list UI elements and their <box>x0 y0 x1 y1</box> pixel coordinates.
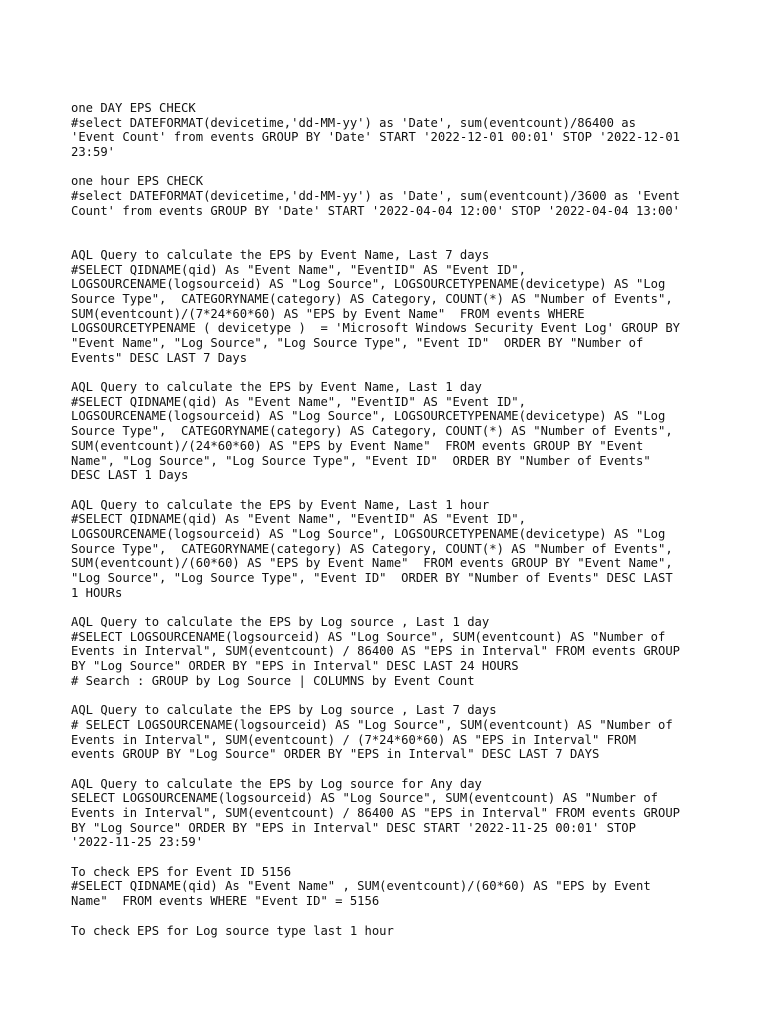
query-line: Source Type", CATEGORYNAME(category) AS Category, COUNT(*) AS "Number of Events", <box>71 541 673 556</box>
query-line: events GROUP BY "Log Source" ORDER BY "EPS in Interval" DESC LAST 7 DAYS <box>71 747 600 762</box>
block-heading: one hour EPS CHECK <box>71 174 204 189</box>
query-line: #select DATEFORMAT(devicetime,'dd-MM-yy') as 'Date', sum(eventcount)/3600 as 'Event <box>71 189 681 204</box>
query-line: SUM(eventcount)/(7*24*60*60) AS "EPS by Event Name" FROM events WHERE <box>71 306 585 321</box>
query-line: DESC LAST 1 Days <box>71 468 189 483</box>
query-line: "Event Name", "Log Source", "Log Source Type", "Event ID" ORDER BY "Number of <box>71 336 644 351</box>
query-line: Events in Interval", SUM(eventcount) / (7*24*60*60) AS "EPS in Interval" FROM <box>71 732 636 747</box>
query-line: BY "Log Source" ORDER BY "EPS in Interval" DESC START '2022-11-25 00:01' STOP <box>71 820 636 835</box>
query-line: LOGSOURCETYPENAME ( devicetype ) = 'Microsoft Windows Security Event Log' GROUP BY <box>71 321 681 336</box>
query-line: LOGSOURCENAME(logsourceid) AS "Log Source", LOGSOURCETYPENAME(devicetype) AS "Log <box>71 526 666 541</box>
block-heading: one DAY EPS CHECK <box>71 101 196 115</box>
query-line: #SELECT QIDNAME(qid) As "Event Name", "EventID" AS "Event ID", <box>71 512 526 527</box>
query-block-one-hour-eps <box>71 174 711 218</box>
query-line: # Search : GROUP by Log Source | COLUMNS by Event Count <box>71 673 475 688</box>
query-line: 23:59' <box>71 145 116 160</box>
query-line: #select DATEFORMAT(devicetime,'dd-MM-yy') as 'Date', sum(eventcount)/86400 as <box>71 115 636 130</box>
query-line: Source Type", CATEGORYNAME(category) AS Category, COUNT(*) AS "Number of Events", <box>71 291 673 306</box>
block-heading: AQL Query to calculate the EPS by Log source , Last 1 day <box>71 615 490 630</box>
block-heading: AQL Query to calculate the EPS by Event Name, Last 1 day <box>71 380 482 395</box>
query-line: # SELECT LOGSOURCENAME(logsourceid) AS "Log Source", SUM(eventcount) AS "Number of <box>71 717 673 732</box>
query-line: Name" FROM events WHERE "Event ID" = 5156 <box>71 894 380 909</box>
query-line: #SELECT QIDNAME(qid) As "Event Name", "EventID" AS "Event ID", <box>71 262 526 277</box>
query-line: SUM(eventcount)/(60*60) AS "EPS by Event Name" FROM events GROUP BY "Event Name", <box>71 556 673 571</box>
query-block-event-id-5156 <box>71 865 711 909</box>
block-heading: AQL Query to calculate the EPS by Log source for Any day <box>71 776 482 791</box>
query-block-log-source-any-day <box>71 777 711 850</box>
query-block-one-day-eps <box>71 101 711 160</box>
query-block-event-name-1-day <box>71 380 711 483</box>
query-line: Events" DESC LAST 7 Days <box>71 350 248 365</box>
block-heading: AQL Query to calculate the EPS by Event Name, Last 1 hour <box>71 497 490 512</box>
query-line: SELECT LOGSOURCENAME(logsourceid) AS "Log Source", SUM(eventcount) AS "Number of <box>71 791 658 806</box>
query-line: 1 HOURs <box>71 585 123 600</box>
block-heading: To check EPS for Log source type last 1 hour <box>71 923 394 938</box>
query-line: BY "Log Source" ORDER BY "EPS in Interval" DESC LAST 24 HOURS <box>71 659 519 674</box>
query-block-event-name-7-days <box>71 248 711 366</box>
query-line: 'Event Count' from events GROUP BY 'Date' START '2022-12-01 00:01' STOP '2022-12-01 <box>71 130 681 145</box>
query-line: "Log Source", "Log Source Type", "Event ID" ORDER BY "Number of Events" DESC LAST <box>71 571 673 586</box>
query-line: LOGSOURCENAME(logsourceid) AS "Log Source", LOGSOURCETYPENAME(devicetype) AS "Log <box>71 409 666 424</box>
query-block-event-name-1-hour <box>71 498 711 601</box>
query-block-log-source-1-day <box>71 615 711 688</box>
block-heading: AQL Query to calculate the EPS by Log source , Last 7 days <box>71 703 497 718</box>
query-line: SUM(eventcount)/(24*60*60) AS "EPS by Event Name" FROM events GROUP BY "Event <box>71 438 644 453</box>
query-line: '2022-11-25 23:59' <box>71 835 204 850</box>
query-line: Events in Interval", SUM(eventcount) / 86400 AS "EPS in Interval" FROM events GROUP <box>71 644 681 659</box>
document-page <box>71 101 711 953</box>
query-line: Events in Interval", SUM(eventcount) / 86400 AS "EPS in Interval" FROM events GROUP <box>71 806 681 821</box>
query-line: #SELECT LOGSOURCENAME(logsourceid) AS "Log Source", SUM(eventcount) AS "Number of <box>71 629 666 644</box>
query-line: Name", "Log Source", "Log Source Type", "Event ID" ORDER BY "Number of Events" <box>71 453 651 468</box>
query-block-log-source-type-1-hour <box>71 924 711 939</box>
block-heading: AQL Query to calculate the EPS by Event Name, Last 7 days <box>71 247 490 262</box>
query-line: Count' from events GROUP BY 'Date' START '2022-04-04 12:00' STOP '2022-04-04 13:00' <box>71 203 681 218</box>
query-line: Source Type", CATEGORYNAME(category) AS Category, COUNT(*) AS "Number of Events", <box>71 424 673 439</box>
query-block-log-source-7-days <box>71 703 711 762</box>
block-heading: To check EPS for Event ID 5156 <box>71 864 292 879</box>
query-line: #SELECT QIDNAME(qid) As "Event Name" , SUM(eventcount)/(60*60) AS "EPS by Event <box>71 879 651 894</box>
query-line: #SELECT QIDNAME(qid) As "Event Name", "EventID" AS "Event ID", <box>71 394 526 409</box>
query-line: LOGSOURCENAME(logsourceid) AS "Log Source", LOGSOURCETYPENAME(devicetype) AS "Log <box>71 277 666 292</box>
